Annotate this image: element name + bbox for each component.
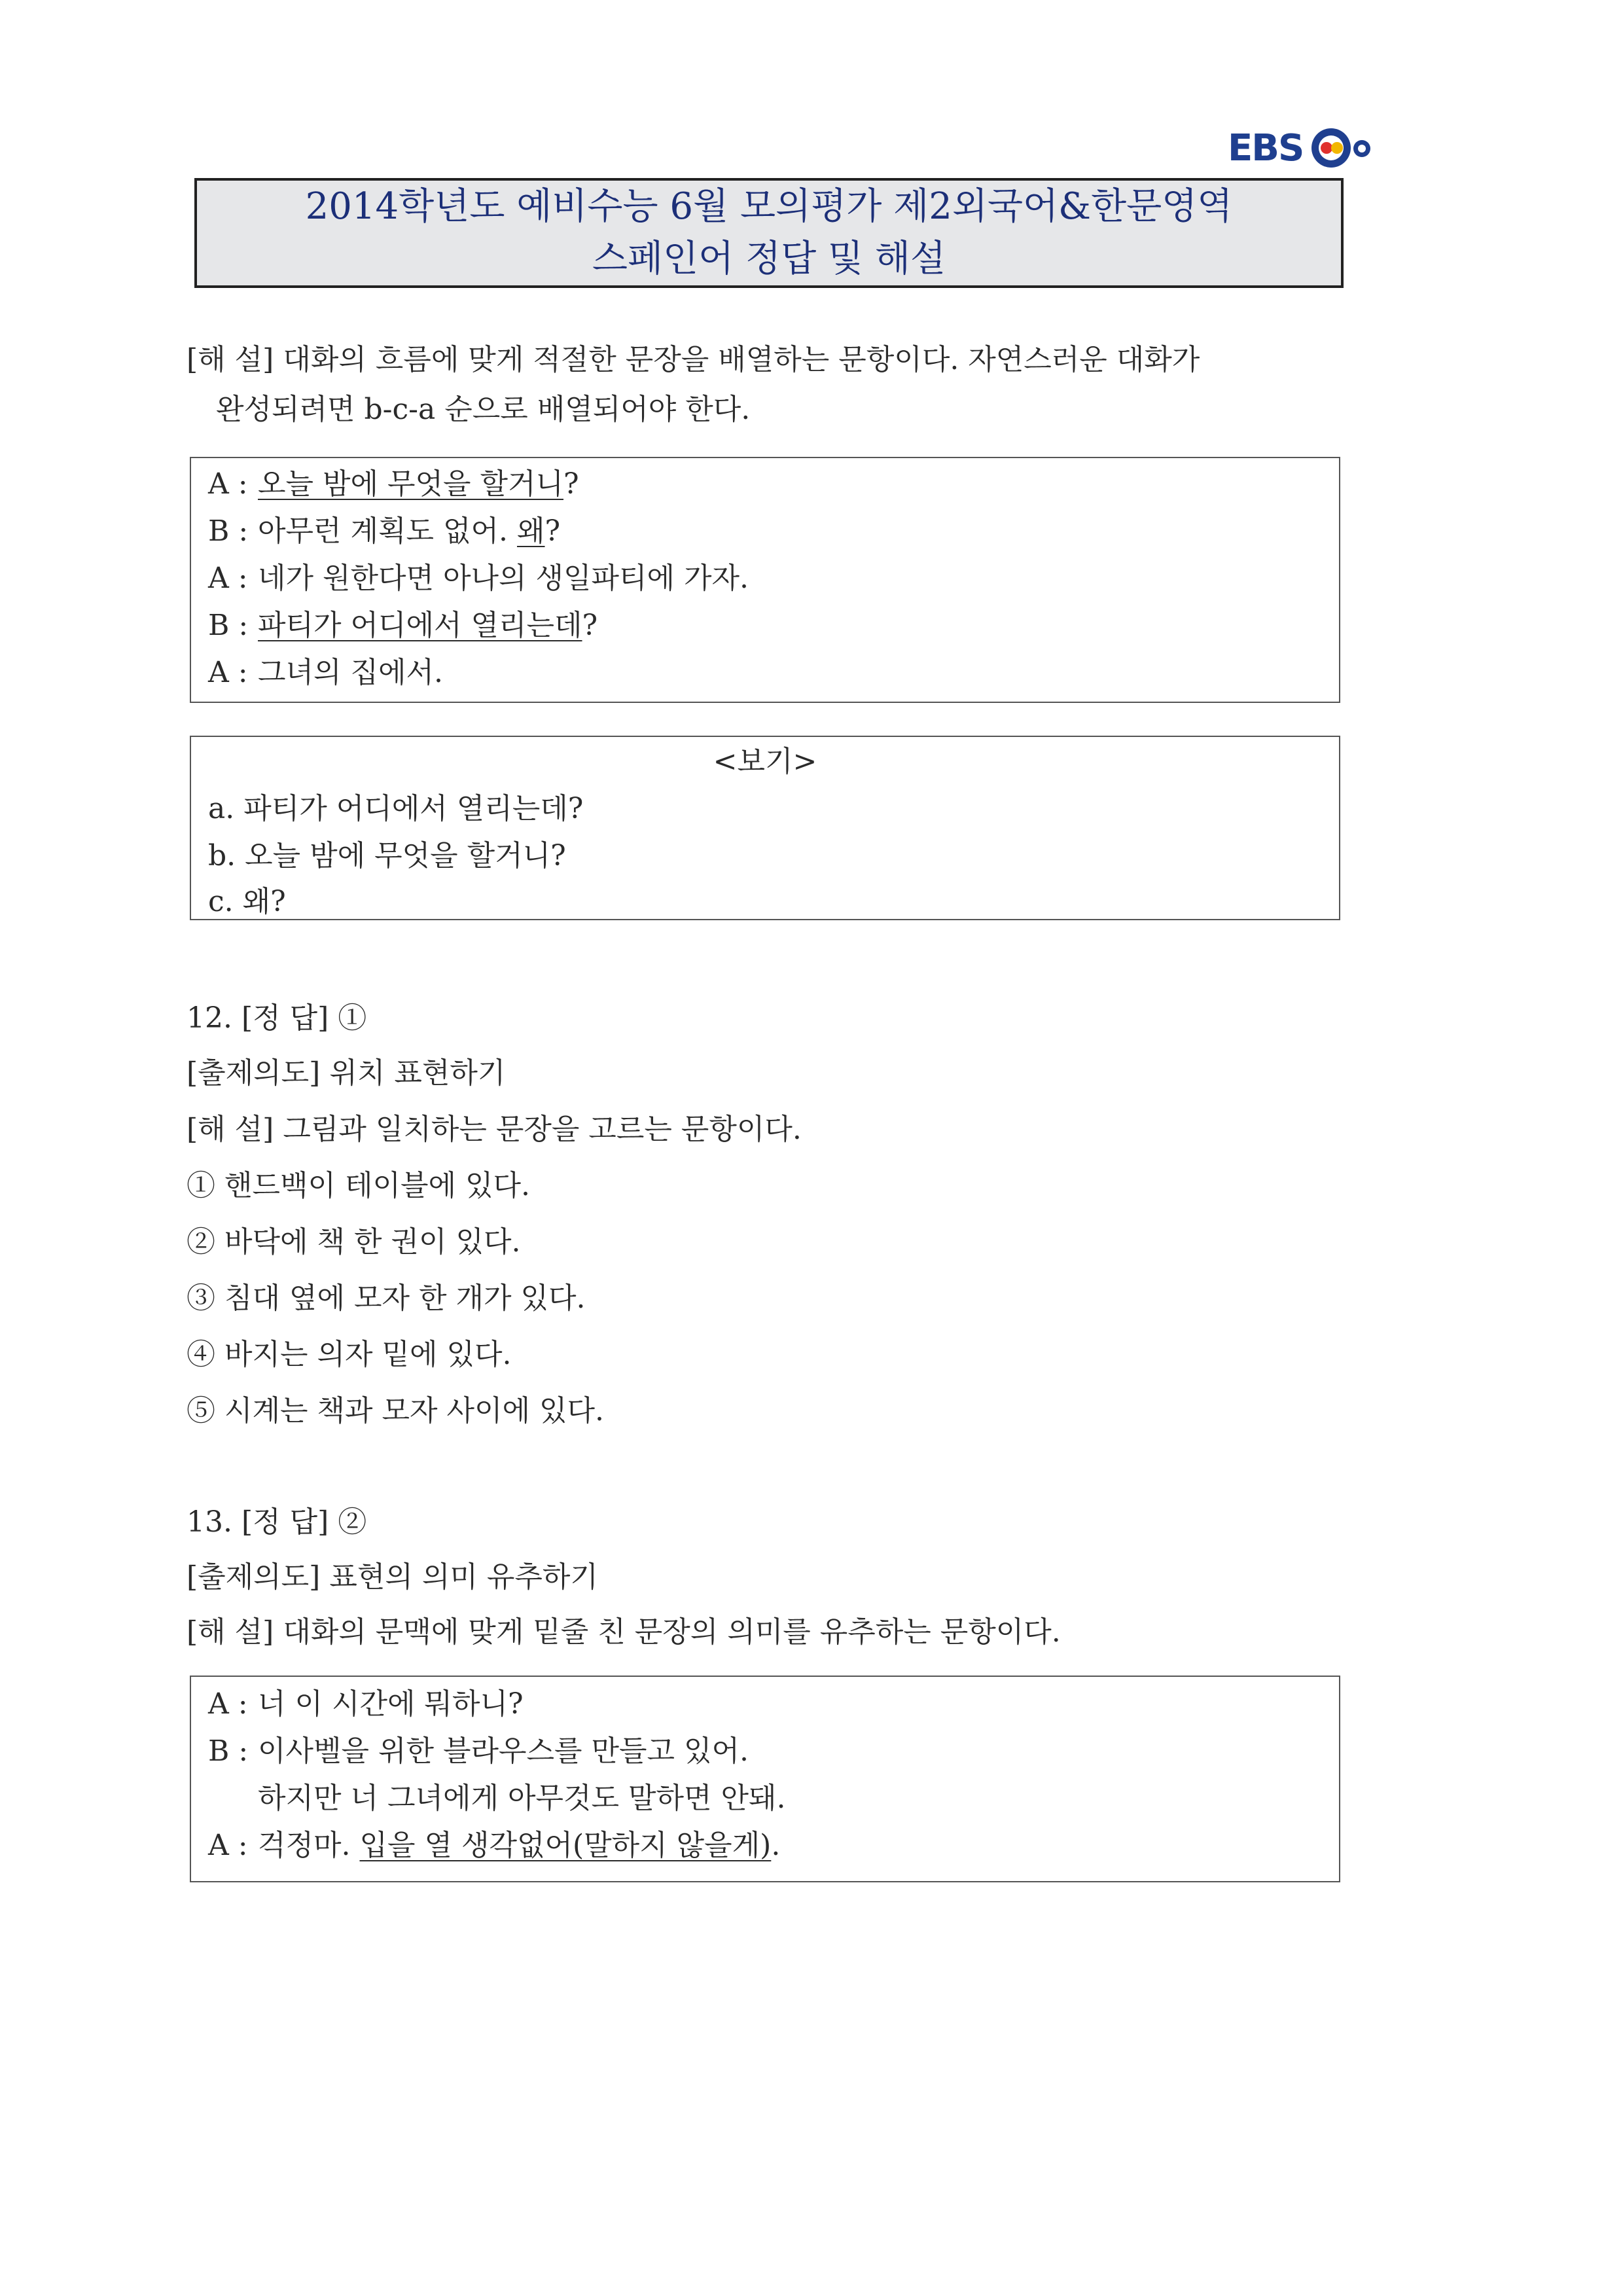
option-2: ② 바닥에 책 한 권이 있다. — [187, 1225, 521, 1259]
option-3: ③ 침대 옆에 모자 한 개가 있다. — [187, 1282, 586, 1315]
dialogue-line — [258, 1775, 785, 1822]
explanation-12: [해 설] 그림과 일치하는 문장을 고르는 문항이다. — [187, 1113, 802, 1146]
underlined-text: 오늘 밤에 무엇을 할거니 — [258, 467, 563, 501]
boki-item: b. 오늘 밤에 무엇을 할거니? — [208, 839, 566, 872]
speaker: B : — [208, 514, 249, 548]
option-1: ① 핸드백이 테이블에 있다. — [187, 1169, 530, 1202]
line-text: 이사벨을 위한 블라우스를 만들고 있어. — [258, 1734, 749, 1768]
speaker: A : — [208, 1829, 248, 1862]
line-text: 너 이 시간에 뭐하니? — [258, 1687, 524, 1721]
underlined-text: 입을 열 생각없어(말하지 않을게) — [359, 1829, 772, 1862]
explanation-11-line1: [해 설] 대화의 흐름에 맞게 적절한 문장을 배열하는 문항이다. 자연스러운 대화가 — [187, 343, 1200, 376]
line-text: 걱정마. — [258, 1829, 360, 1862]
ebs-logo — [1228, 122, 1406, 174]
speaker: A : — [208, 656, 248, 689]
answer-12: 12. [정 답] ① — [187, 1001, 367, 1035]
line-text: 그녀의 집에서. — [258, 656, 443, 689]
dialogue-line — [208, 1728, 749, 1775]
boki-item: a. 파티가 어디에서 열리는데? — [208, 792, 584, 825]
underlined-text: 파티가 어디에서 열리는데 — [258, 609, 582, 642]
explanation-13: [해 설] 대화의 문맥에 맞게 밑줄 친 문장의 의미를 유추하는 문항이다. — [187, 1615, 1061, 1649]
line-text: . — [771, 1829, 781, 1862]
intent-13: [출제의도] 표현의 의미 유추하기 — [187, 1560, 598, 1594]
option-5: ⑤ 시계는 책과 모자 사이에 있다. — [187, 1394, 604, 1427]
boki-title: <보기> — [713, 745, 817, 778]
speaker: B : — [208, 609, 249, 642]
explanation-11-line2: 완성되려면 b-c-a 순으로 배열되어야 한다. — [216, 393, 751, 426]
dialogue-line — [208, 1822, 780, 1869]
title-line-1: 2014학년도 예비수능 6월 모의평가 제2외국어&한문영역 — [305, 185, 1233, 228]
line-text: 하지만 너 그녀에게 아무것도 말하면 안돼. — [258, 1782, 786, 1815]
dialogue-line — [208, 508, 560, 555]
boki-box — [190, 736, 1340, 920]
line-text: 아무런 계획도 없어. — [258, 514, 517, 548]
option-4: ④ 바지는 의자 밑에 있다. — [187, 1338, 512, 1371]
line-text: 네가 원한다면 아나의 생일파티에 가자. — [258, 562, 749, 595]
title-box — [194, 178, 1344, 288]
answer-13: 13. [정 답] ② — [187, 1505, 367, 1539]
line-text: ? — [582, 609, 598, 642]
dialogue-box-13 — [190, 1676, 1340, 1882]
dialogue-line — [208, 461, 579, 508]
boki-item: c. 왜? — [208, 885, 286, 918]
dialogue-line — [208, 602, 597, 649]
dialogue-box-11 — [190, 457, 1340, 703]
title-line-2: 스페인어 정답 및 해설 — [592, 238, 946, 280]
speaker: A : — [208, 467, 248, 501]
dialogue-line — [208, 649, 443, 696]
dialogue-line — [208, 555, 749, 602]
ebs-logo-icon — [1308, 125, 1406, 171]
line-text: ? — [563, 467, 579, 501]
dialogue-line — [208, 1681, 524, 1728]
speaker: A : — [208, 562, 248, 595]
speaker: A : — [208, 1687, 248, 1721]
intent-12: [출제의도] 위치 표현하기 — [187, 1056, 506, 1090]
line-text: ? — [544, 514, 561, 548]
speaker: B : — [208, 1734, 249, 1768]
logo-text: EBS — [1228, 126, 1304, 170]
underlined-text: 왜 — [516, 514, 545, 548]
